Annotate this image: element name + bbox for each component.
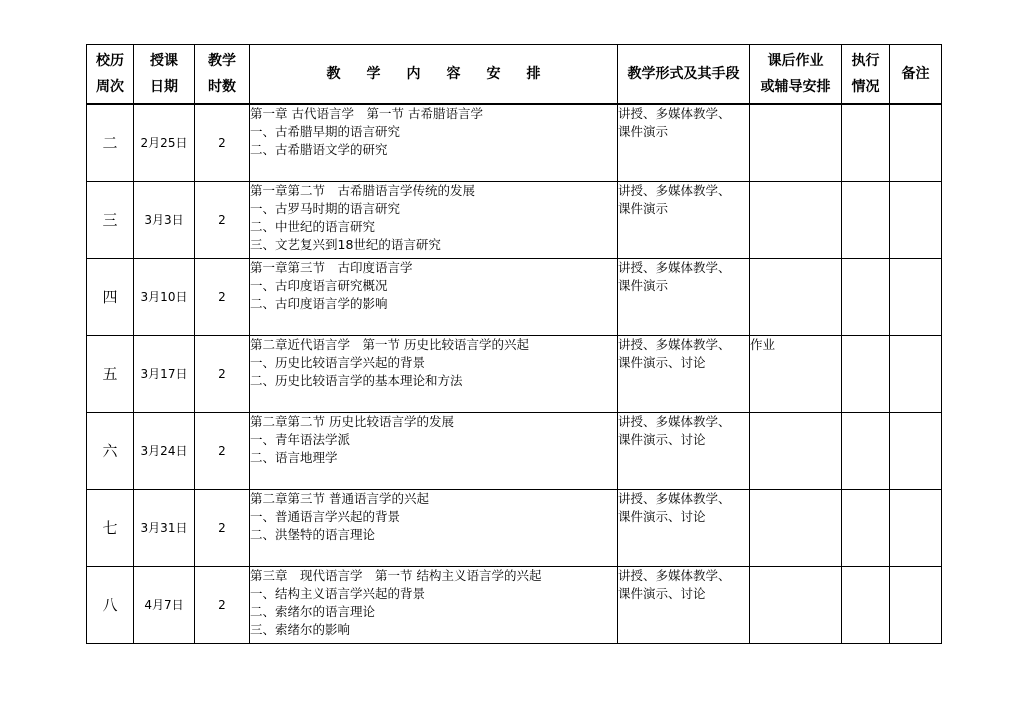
date-cell: 3月10日 <box>134 258 195 335</box>
teaching-schedule-table <box>86 44 942 644</box>
homework-cell <box>750 566 842 643</box>
homework-cell <box>750 181 842 258</box>
header-hours: 教学 时数 <box>195 45 250 105</box>
method-cell: 讲授、多媒体教学、 课件演示 <box>618 181 750 258</box>
table-row <box>87 412 942 489</box>
content-cell <box>250 412 618 489</box>
homework-cell <box>750 104 842 181</box>
remark-cell <box>890 335 942 412</box>
date-cell: 4月7日 <box>134 566 195 643</box>
remark-cell <box>890 258 942 335</box>
date-cell: 2月25日 <box>134 104 195 181</box>
content-line: 第一章第二节 古希腊语言学传统的发展 <box>250 182 476 198</box>
week-cell: 二 <box>87 104 134 181</box>
header-homework: 课后作业 或辅导安排 <box>750 45 842 105</box>
date-cell: 3月17日 <box>134 335 195 412</box>
header-week: 校历 周次 <box>87 45 134 105</box>
remark-cell <box>890 566 942 643</box>
homework-cell <box>750 258 842 335</box>
date-cell: 3月3日 <box>134 181 195 258</box>
content-line: 一、结构主义语言学兴起的背景 <box>250 585 426 601</box>
content-cell <box>250 104 618 181</box>
content-line: 二、语言地理学 <box>250 449 338 465</box>
hours-cell: 2 <box>195 489 250 566</box>
content-line: 二、古希腊语文学的研究 <box>250 142 388 157</box>
content-cell <box>250 489 618 566</box>
header-content: 教学内容安排 <box>250 45 618 105</box>
date-cell: 3月24日 <box>134 412 195 489</box>
homework-cell <box>750 489 842 566</box>
table-row <box>87 181 942 258</box>
content-line: 二、中世纪的语言研究 <box>250 218 376 234</box>
method-cell: 讲授、多媒体教学、 课件演示、讨论 <box>618 489 750 566</box>
method-cell: 讲授、多媒体教学、 课件演示 <box>618 258 750 335</box>
content-line: 第一章第三节 古印度语言学 <box>250 259 413 275</box>
content-line: 二、洪堡特的语言理论 <box>250 526 376 542</box>
week-cell: 五 <box>87 335 134 412</box>
week-cell: 七 <box>87 489 134 566</box>
header-method: 教学形式及其手段 <box>618 45 750 105</box>
execution-cell <box>842 181 890 258</box>
week-cell: 四 <box>87 258 134 335</box>
content-line: 三、索绪尔的影响 <box>250 621 351 637</box>
content-line: 二、历史比较语言学的基本理论和方法 <box>250 372 463 388</box>
content-line: 一、普通语言学兴起的背景 <box>250 508 401 524</box>
content-line: 二、古印度语言学的影响 <box>250 295 388 311</box>
method-cell: 讲授、多媒体教学、 课件演示、讨论 <box>618 412 750 489</box>
remark-cell <box>890 104 942 181</box>
hours-cell: 2 <box>195 181 250 258</box>
header-remark: 备注 <box>890 45 942 105</box>
content-line: 一、古罗马时期的语言研究 <box>250 200 401 216</box>
homework-cell: 作业 <box>750 335 842 412</box>
content-cell <box>250 566 618 643</box>
content-line: 第二章近代语言学 第一节 历史比较语言学的兴起 <box>250 336 529 352</box>
week-cell: 六 <box>87 412 134 489</box>
remark-cell <box>890 181 942 258</box>
remark-cell <box>890 489 942 566</box>
method-cell: 讲授、多媒体教学、 课件演示、讨论 <box>618 566 750 643</box>
content-line: 第二章第二节 历史比较语言学的发展 <box>250 413 454 429</box>
content-cell <box>250 181 618 258</box>
content-line: 二、索绪尔的语言理论 <box>250 603 376 619</box>
execution-cell <box>842 489 890 566</box>
execution-cell <box>842 335 890 412</box>
execution-cell <box>842 412 890 489</box>
content-line: 第一章 古代语言学 第一节 古希腊语言学 <box>250 106 483 121</box>
table-row <box>87 335 942 412</box>
hours-cell: 2 <box>195 335 250 412</box>
content-line: 一、古印度语言研究概况 <box>250 277 388 293</box>
header-row <box>87 45 942 105</box>
hours-cell: 2 <box>195 104 250 181</box>
table-row <box>87 489 942 566</box>
content-line: 第三章 现代语言学 第一节 结构主义语言学的兴起 <box>250 567 542 583</box>
content-line: 一、古希腊早期的语言研究 <box>250 124 401 139</box>
table-row <box>87 104 942 181</box>
table-row <box>87 258 942 335</box>
hours-cell: 2 <box>195 566 250 643</box>
remark-cell <box>890 412 942 489</box>
week-cell: 八 <box>87 566 134 643</box>
header-date: 授课 日期 <box>134 45 195 105</box>
execution-cell <box>842 258 890 335</box>
content-line: 一、青年语法学派 <box>250 431 351 447</box>
table-row <box>87 566 942 643</box>
content-line: 第二章第三节 普通语言学的兴起 <box>250 490 429 506</box>
date-cell: 3月31日 <box>134 489 195 566</box>
method-cell: 讲授、多媒体教学、 课件演示、讨论 <box>618 335 750 412</box>
content-line: 三、文艺复兴到18世纪的语言研究 <box>250 236 441 252</box>
method-cell: 讲授、多媒体教学、 课件演示 <box>618 104 750 181</box>
hours-cell: 2 <box>195 258 250 335</box>
content-cell <box>250 335 618 412</box>
header-execution: 执行 情况 <box>842 45 890 105</box>
execution-cell <box>842 104 890 181</box>
hours-cell: 2 <box>195 412 250 489</box>
homework-cell <box>750 412 842 489</box>
content-line: 一、历史比较语言学兴起的背景 <box>250 354 426 370</box>
content-cell <box>250 258 618 335</box>
execution-cell <box>842 566 890 643</box>
week-cell: 三 <box>87 181 134 258</box>
